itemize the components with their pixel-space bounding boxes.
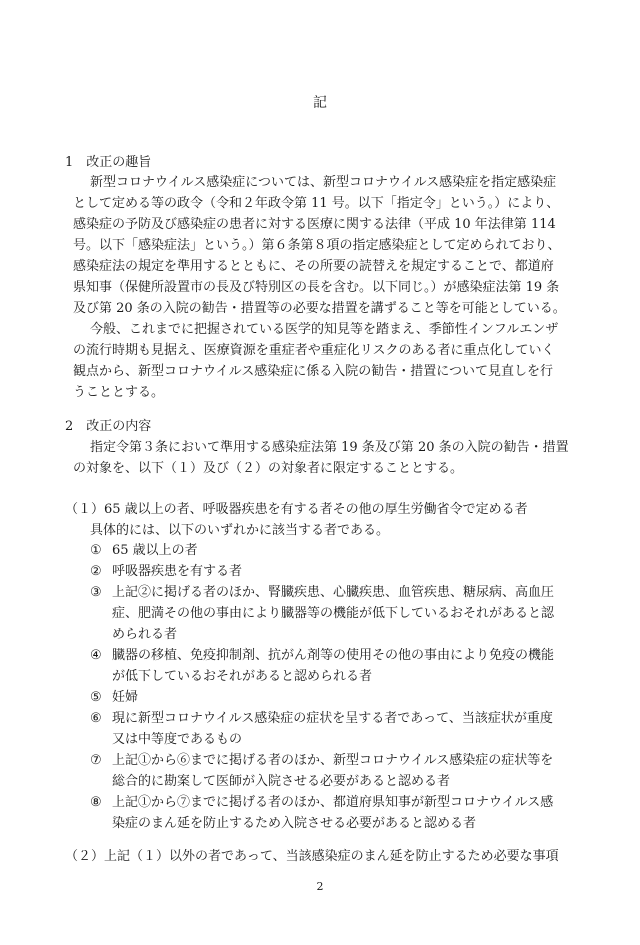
- list-item-text: 染症のまん延を防止するため入院させる必要があると認める者: [112, 816, 477, 831]
- subsection-2-title: （２）上記（１）以外の者であって、当該感染症のまん延を防止するため必要な事項: [65, 849, 559, 864]
- list-item-text: 呼吸器疾患を有する者: [112, 564, 243, 579]
- section-2-paragraph-line: の対象を、以下（１）及び（２）の対象者に限定することとする。: [73, 461, 464, 476]
- list-item-marker: ⑦: [90, 753, 102, 768]
- list-item-text: 現に新型コロナウイルス感染症の症状を呈する者であって、当該症状が重度: [112, 711, 553, 726]
- list-item-marker: ⑥: [90, 711, 102, 726]
- list-item-marker: ⑤: [90, 690, 102, 705]
- list-item-marker: ⑧: [90, 795, 102, 810]
- list-item-text: 又は中等度であるもの: [112, 732, 243, 747]
- list-item-text: 臓器の移植、免疫抑制剤、抗がん剤等の使用その他の事由により免疫の機能: [112, 648, 555, 663]
- heading-ki: 記: [313, 95, 327, 111]
- list-item-text: 症、肥満その他の事由により臓器等の機能が低下しているおそれがあると認: [112, 606, 555, 621]
- section-2-title: 2 改正の内容: [65, 419, 152, 434]
- subsection-1-title: （１）65 歳以上の者、呼吸器疾患を有する者その他の厚生労働省令で定める者: [65, 502, 528, 517]
- list-item-text: 65 歳以上の者: [112, 543, 198, 558]
- section-1-paragraph-1-line: 感染症の予防及び感染症の患者に対する医療に関する法律（平成 10 年法律第 114: [73, 217, 556, 232]
- section-1-paragraph-2-line: の流行時期も見据え、医療資源を重症者や重症化リスクのある者に重点化していく: [73, 343, 555, 358]
- section-1-paragraph-1-line: 感染症法の規定を準用するとともに、その所要の読替えを規定することで、都道府: [73, 259, 554, 274]
- list-item-marker: ③: [90, 585, 102, 600]
- section-1-paragraph-1-line: 及び第 20 条の入院の勧告・措置等の必要な措置を講ずること等を可能としている。: [73, 301, 566, 316]
- section-2-paragraph-line: 指定令第３条において準用する感染症法第 19 条及び第 20 条の入院の勧告・措置: [90, 440, 569, 455]
- section-1-paragraph-1-line: 新型コロナウイルス感染症については、新型コロナウイルス感染症を指定感染症: [90, 175, 557, 190]
- list-item-text: 上記②に掲げる者のほか、腎臓疾患、心臓疾患、血管疾患、糖尿病、高血圧: [112, 585, 555, 600]
- list-item-text: 上記①から⑥までに掲げる者のほか、新型コロナウイルス感染症の症状等を: [112, 753, 554, 768]
- subsection-1-intro: 具体的には、以下のいずれかに該当する者である。: [90, 523, 390, 538]
- section-1-paragraph-1-line: 号。以下「感染症法」という。）第６条第８項の指定感染症として定められており、: [73, 238, 561, 253]
- list-item-text: 妊婦: [112, 690, 139, 705]
- page-number: 2: [316, 880, 324, 893]
- section-1-paragraph-2-line: うこととする。: [73, 385, 165, 400]
- list-item-marker: ④: [90, 648, 102, 663]
- section-1-paragraph-2-line: 観点から、新型コロナウイルス感染症に係る入院の勧告・措置について見直しを行: [73, 364, 553, 379]
- list-item-marker: ②: [90, 564, 102, 579]
- list-item-text: が低下しているおそれがあると認められる者: [112, 669, 373, 684]
- list-item-text: 上記①から⑦までに掲げる者のほか、都道府県知事が新型コロナウイルス感: [112, 795, 554, 810]
- section-1-title: 1 改正の趣旨: [65, 155, 152, 170]
- list-item-text: 総合的に勘案して医師が入院させる必要があると認める者: [112, 774, 451, 789]
- list-item-text: められる者: [112, 627, 178, 642]
- section-1-paragraph-2-line: 今般、これまでに把握されている医学的知見等を踏まえ、季節性インフルエンザ: [90, 322, 559, 337]
- list-item-marker: ①: [90, 543, 102, 558]
- section-1-paragraph-1-line: 県知事（保健所設置市の長及び特別区の長を含む。以下同じ。）が感染症法第 19 条: [73, 280, 560, 295]
- section-1-paragraph-1-line: として定める等の政令（令和２年政令第 11 号。以下「指定令」という。）により、: [73, 196, 560, 211]
